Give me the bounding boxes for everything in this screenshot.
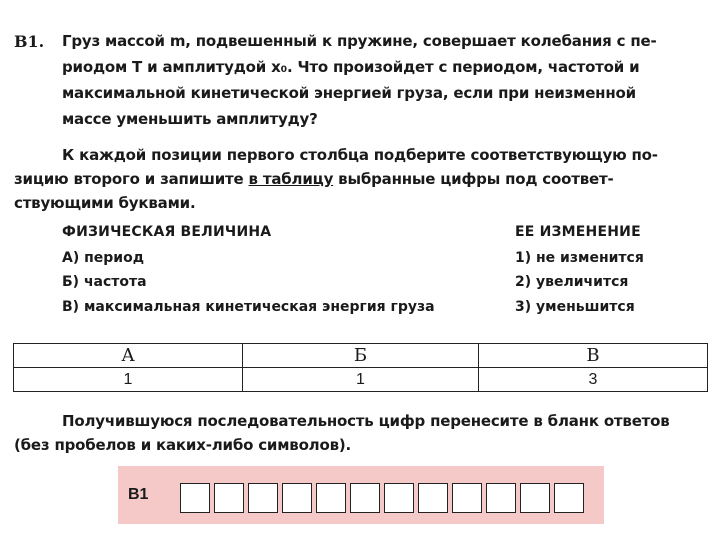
task-label: В1. <box>14 32 45 51</box>
answer-cell[interactable] <box>316 483 346 513</box>
answer-value-b[interactable]: 1 <box>243 368 479 392</box>
answer-cell[interactable] <box>520 483 550 513</box>
answer-cell[interactable] <box>350 483 380 513</box>
instruction-line: ствующими буквами. <box>14 194 196 212</box>
right-column-header: ЕЕ ИЗМЕНЕНИЕ <box>515 224 641 240</box>
left-column-header: ФИЗИЧЕСКАЯ ВЕЛИЧИНА <box>62 224 272 240</box>
instruction-text: выбранные цифры под соответ- <box>333 170 614 188</box>
answer-table-value-row <box>14 368 708 392</box>
left-item: В) максимальная кинетическая энергия груза <box>62 299 435 315</box>
answer-cell[interactable] <box>554 483 584 513</box>
instruction-line: К каждой позиции первого столбца подберите соответствующую по- <box>62 146 658 164</box>
instruction-line <box>14 168 613 191</box>
table-link-text: в таблицу <box>248 170 334 188</box>
task-line: максимальной кинетической энергией груза, если при неизменной <box>62 84 636 102</box>
transfer-line: (без пробелов и каких-либо символов). <box>14 436 352 454</box>
answer-cell[interactable] <box>452 483 482 513</box>
answer-header-b: Б <box>243 344 479 368</box>
answer-table-header-row <box>14 344 708 368</box>
answer-cell[interactable] <box>418 483 448 513</box>
answer-cell[interactable] <box>282 483 312 513</box>
answer-cell[interactable] <box>486 483 516 513</box>
answer-cell[interactable] <box>180 483 210 513</box>
answer-header-a: А <box>14 344 243 368</box>
transfer-line: Получившуюся последовательность цифр перенесите в бланк ответов <box>62 412 670 430</box>
answer-cell[interactable] <box>384 483 414 513</box>
right-item: 1) не изменится <box>515 250 644 266</box>
answer-table <box>13 343 708 392</box>
instruction-text: зицию второго и запишите <box>14 170 249 188</box>
answer-cell[interactable] <box>248 483 278 513</box>
answer-value-v[interactable]: 3 <box>478 368 707 392</box>
task-line: массе уменьшить амплитуду? <box>62 110 318 128</box>
answer-blank <box>118 466 604 524</box>
left-item: А) период <box>62 250 145 266</box>
right-item: 3) уменьшится <box>515 299 635 315</box>
answer-cell[interactable] <box>214 483 244 513</box>
left-item: Б) частота <box>62 274 147 290</box>
right-item: 2) увеличится <box>515 274 629 290</box>
answer-blank-cells <box>180 483 588 513</box>
answer-header-v: В <box>478 344 707 368</box>
task-line: риодом T и амплитудой x₀. Что произойдет с периодом, частотой и <box>62 58 640 76</box>
task-line: Груз массой m, подвешенный к пружине, совершает колебания с пе- <box>62 32 657 50</box>
answer-value-a[interactable]: 1 <box>14 368 243 392</box>
answer-blank-label: В1 <box>128 486 149 503</box>
